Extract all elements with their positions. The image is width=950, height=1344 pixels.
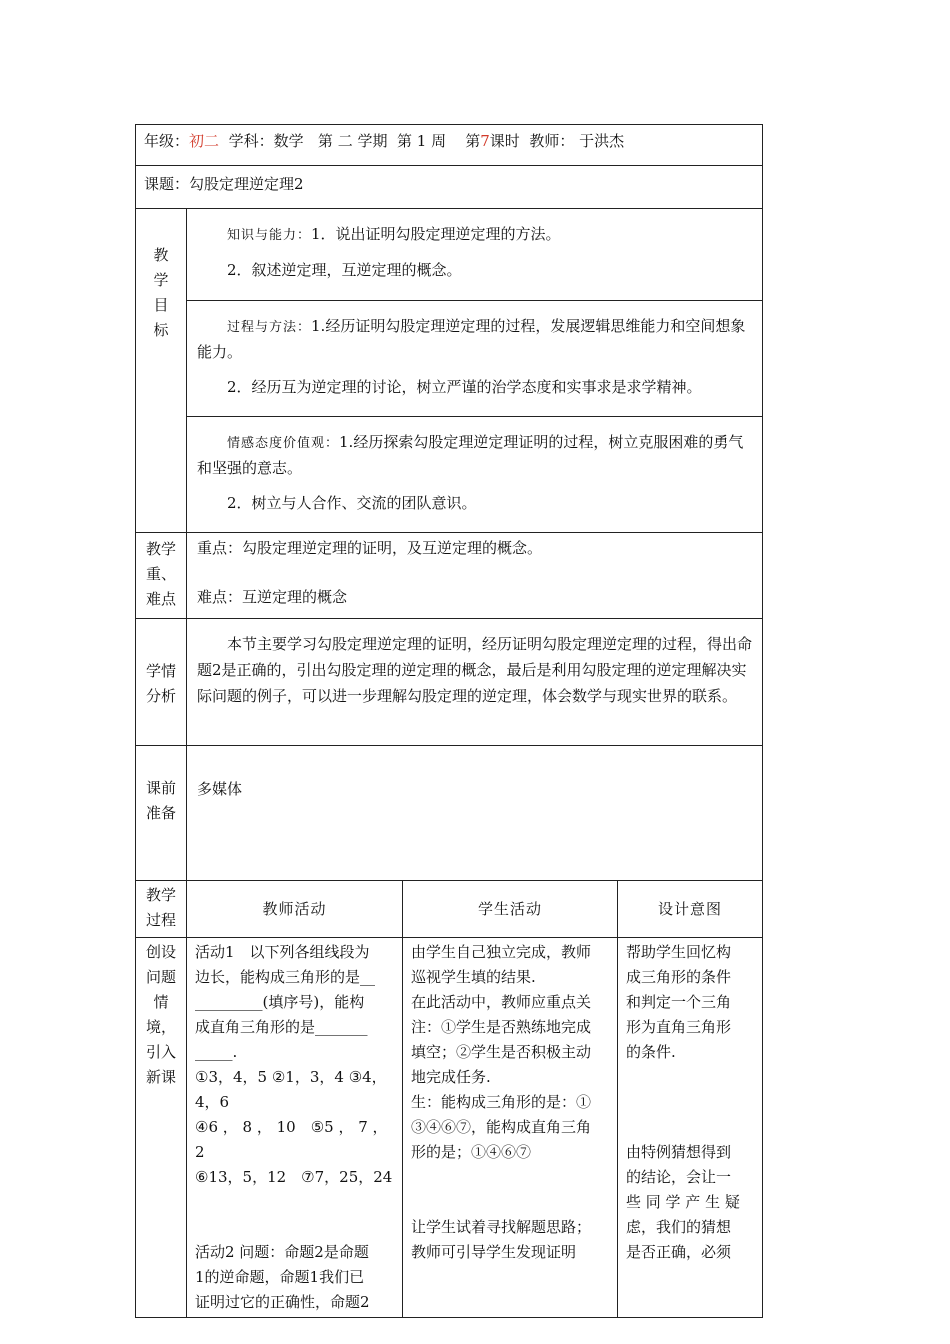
preparation-cell: [187, 746, 763, 881]
stage-label-line: 情: [153, 993, 169, 1011]
teacher-line: 成直角三角形的是_______: [195, 1018, 368, 1036]
student-line: 巡视学生填的结果.: [411, 968, 536, 986]
lesson-plan-table: [135, 124, 763, 1318]
process-item-1: 1.经历证明勾股定理逆定理的过程，发展逻辑思维能力和空间想象能力。: [197, 317, 746, 361]
preparation-label: [136, 746, 187, 881]
process-item-2: 2．经历互为逆定理的讨论，树立严谨的治学态度和实事求是求学精神。: [227, 378, 702, 396]
student-activity-cell: [403, 938, 618, 1318]
keypoints-label-line: 教学: [145, 540, 176, 558]
knowledge-item-2: 2．叙述逆定理，互逆定理的概念。: [227, 261, 462, 279]
keypoints-label-line: 难点: [145, 590, 176, 608]
design-line-2: 些 同 学 产 生 疑: [626, 1193, 740, 1211]
design-line-2: 是否正确，必须: [626, 1243, 732, 1261]
process-body-row: [136, 938, 763, 1318]
objectives-knowledge-row: [136, 209, 763, 301]
design-line-2: 的结论，会让一: [626, 1168, 732, 1186]
difficulty-point: 难点：互逆定理的概念: [197, 588, 348, 606]
keypoints-cell: [187, 533, 763, 619]
design-line-2: 虑，我们的猜想: [626, 1218, 732, 1236]
design-line: 帮助学生回忆构: [626, 943, 732, 961]
teacher-line-2: 证明过它的正确性，命题2: [195, 1293, 370, 1311]
teacher-name: 于洪杰: [579, 132, 625, 150]
grade-value: 初二: [189, 132, 220, 150]
stage-label: [136, 938, 187, 1318]
stage-label-line: 问题: [145, 968, 176, 986]
topic-row: [136, 166, 763, 209]
analysis-row: [136, 619, 763, 746]
keypoints-row: [136, 533, 763, 619]
student-line-2: 教师可引导学生发现证明: [411, 1243, 577, 1261]
student-line: 在此活动中，教师应重点关: [411, 993, 592, 1011]
week: 第 1 周: [397, 132, 447, 150]
design-line: 和判定一个三角: [626, 993, 732, 1011]
objectives-label-char: 教: [153, 246, 169, 264]
analysis-label-line: 学情: [145, 662, 176, 680]
column-header-student: 学生活动: [403, 881, 618, 938]
stage-label-line: 创设: [145, 943, 176, 961]
design-line-2: 由特例猜想得到: [626, 1143, 732, 1161]
objectives-label-char: 标: [153, 321, 169, 339]
preparation-row: [136, 746, 763, 881]
topic-value: 勾股定理逆定理2: [189, 175, 304, 193]
teacher-line: _____.: [195, 1043, 238, 1061]
objectives-label-char: 学: [153, 271, 169, 289]
emotion-item-2: 2．树立与人合作、交流的团队意识。: [227, 494, 477, 512]
objectives-label: [136, 209, 187, 533]
analysis-label: [136, 619, 187, 746]
student-line: 形的是；①④⑥⑦: [411, 1143, 532, 1161]
semester: 第 二 学期: [317, 132, 388, 150]
teacher-label: 教师：: [529, 132, 575, 150]
teacher-line: 活动1 以下列各组线段为: [195, 943, 370, 961]
header-cell: [136, 125, 763, 166]
stage-label-line: 引入: [145, 1043, 176, 1061]
topic-cell: [136, 166, 763, 209]
process-label-line: 教学: [145, 886, 176, 904]
knowledge-line-1: [197, 222, 752, 248]
objectives-label-char: 目: [153, 296, 169, 314]
key-point: 重点：勾股定理逆定理的证明，及互逆定理的概念。: [197, 539, 543, 557]
lesson-suffix: 课时: [489, 132, 520, 150]
keypoints-label: [136, 533, 187, 619]
student-line: 注：①学生是否熟练地完成: [411, 1018, 592, 1036]
column-header-teacher: 教师活动: [187, 881, 403, 938]
analysis-text: 本节主要学习勾股定理逆定理的证明，经历证明勾股定理逆定理的过程，得出命题2是正确的，引出勾股定理的逆定理的概念，最后是利用勾股定理的逆定理解决实际问题的例子，可以进一步理解勾股定理的逆定理，体会数学与现实世界的联系。: [197, 635, 753, 705]
keypoints-label-line: 重、: [145, 565, 176, 583]
process-label: [136, 881, 187, 938]
process-line-1: [197, 314, 752, 365]
student-line: 生：能构成三角形的是：①: [411, 1093, 592, 1111]
subject-label: 学科：: [228, 132, 274, 150]
stage-label-line: 境，: [145, 1018, 176, 1036]
process-title: 过程与方法：: [227, 320, 312, 335]
teacher-line: ①3，4，5 ②1，3，4 ③4，4，6: [195, 1068, 387, 1111]
teacher-line-2: 活动2 问题：命题2是命题: [195, 1243, 369, 1261]
knowledge-title: 知识与能力：: [227, 228, 312, 243]
student-line: ③④⑥⑦，能构成直角三角: [411, 1118, 592, 1136]
preparation-label-line: 课前: [145, 779, 176, 797]
objectives-process-cell: [187, 301, 763, 417]
design-line: 的条件.: [626, 1043, 676, 1061]
objectives-knowledge-cell: [187, 209, 763, 301]
design-line: 形为直角三角形: [626, 1018, 732, 1036]
subject-value: 数学: [273, 132, 304, 150]
process-header-row: [136, 881, 763, 938]
lesson-prefix: 第: [465, 132, 481, 150]
preparation-value: 多媒体: [197, 780, 243, 798]
student-line: 填空；②学生是否积极主动: [411, 1043, 592, 1061]
teacher-line: ⑥13，5，12 ⑦7，25，24: [195, 1168, 393, 1186]
objectives-emotion-cell: [187, 417, 763, 533]
analysis-label-line: 分析: [145, 687, 176, 705]
teacher-line: ④6 ， 8 ， 10 ⑤5 ， 7 ， 2: [195, 1118, 388, 1161]
stage-label-line: 新课: [145, 1068, 176, 1086]
grade-label: 年级：: [144, 132, 190, 150]
objectives-process-row: [136, 301, 763, 417]
design-intent-cell: [618, 938, 763, 1318]
knowledge-item-1: 1．说出证明勾股定理逆定理的方法。: [311, 225, 561, 243]
student-line: 由学生自己独立完成，教师: [411, 943, 592, 961]
student-line: 地完成任务.: [411, 1068, 491, 1086]
preparation-label-line: 准备: [145, 804, 176, 822]
emotion-line-1: [197, 430, 752, 481]
teacher-line: _________(填序号)，能构: [195, 993, 365, 1011]
emotion-item-1: 1.经历探索勾股定理逆定理证明的过程，树立克服困难的勇气和坚强的意志。: [197, 433, 744, 477]
teacher-line: 边长，能构成三角形的是__: [195, 968, 376, 986]
process-label-line: 过程: [145, 911, 176, 929]
analysis-cell: [187, 619, 763, 746]
teacher-line-2: 1的逆命题，命题1我们已: [195, 1268, 365, 1286]
column-header-design: 设计意图: [618, 881, 763, 938]
teacher-activity-cell: [187, 938, 403, 1318]
lesson-number: 7: [480, 132, 490, 150]
objectives-emotion-row: [136, 417, 763, 533]
emotion-title: 情感态度价值观：: [227, 436, 340, 451]
header-row: [136, 125, 763, 166]
student-line-2: 让学生试着寻找解题思路；: [411, 1218, 592, 1236]
topic-label: 课题：: [144, 175, 190, 193]
design-line: 成三角形的条件: [626, 968, 732, 986]
